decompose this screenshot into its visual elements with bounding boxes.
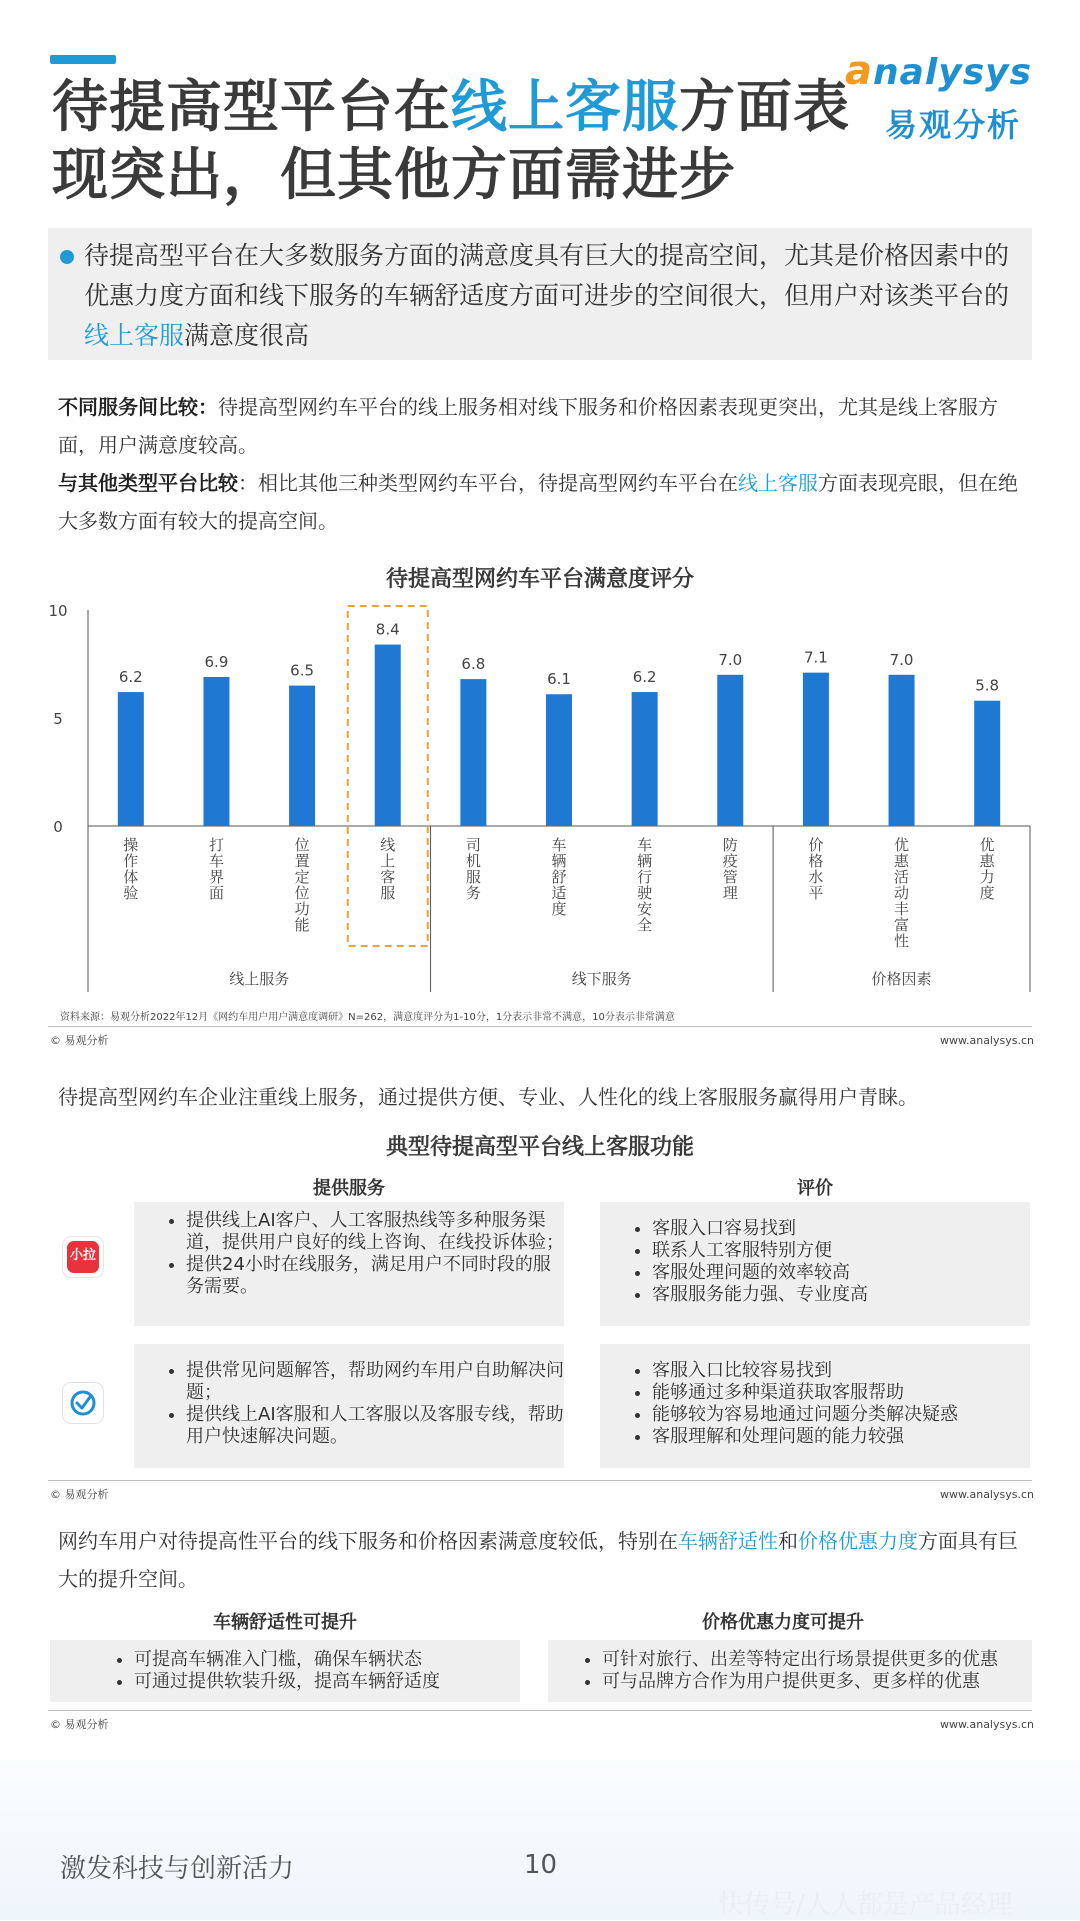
reviews-card-2	[600, 1344, 1030, 1468]
category-label-char: 驶	[637, 884, 653, 902]
category-label-char: 全	[637, 916, 653, 934]
bullet-dot-icon	[60, 250, 74, 264]
data-label: 6.9	[204, 652, 229, 671]
category-label-char: 度	[551, 900, 567, 918]
category-label-char: 格	[808, 852, 824, 870]
category-label-char: 力	[979, 868, 995, 886]
site-url: www.analysys.cn	[940, 1488, 1034, 1501]
price-improve-card	[548, 1640, 1032, 1702]
footer-slogan: 激发科技与创新活力	[60, 1854, 295, 1884]
analysys-logo: analysys 易观分析	[845, 48, 1033, 144]
category-label-char: 位	[294, 836, 310, 854]
category-label-char: 界	[208, 868, 224, 886]
data-label: 6.5	[290, 661, 315, 680]
list-item: • 客服理解和处理问题的能力较强	[652, 1426, 1030, 1448]
bar	[546, 694, 572, 826]
bar	[974, 701, 1000, 826]
copyright: © 易观分析	[50, 1718, 109, 1731]
footer-watermark: 快传号/人人都是产品经理	[718, 1890, 1013, 1920]
comfort-improve-title: 车辆舒适性可提升	[213, 1612, 357, 1633]
list-item: • 能够较为容易地通过问题分类解决疑惑	[652, 1404, 1030, 1426]
category-label-char: 辆	[551, 852, 567, 870]
title-accent-bar	[50, 55, 116, 64]
category-label-char: 验	[123, 884, 139, 902]
dida-app-icon	[62, 1382, 104, 1424]
reviews-card-1	[600, 1202, 1030, 1326]
chart-title: 待提高型网约车平台满意度评分	[385, 567, 694, 592]
xiaola-app-icon: 小拉	[62, 1236, 104, 1278]
services-card-1	[134, 1202, 564, 1326]
list-item: • 客服入口容易找到	[652, 1218, 1030, 1240]
page-title: 待提高型平台在线上客服方面表现突出，但其他方面需进步	[52, 75, 850, 208]
bar	[460, 679, 486, 826]
data-label: 8.4	[375, 620, 400, 639]
data-label: 6.1	[547, 670, 571, 689]
cs-section-title: 典型待提高型平台线上客服功能	[385, 1135, 694, 1160]
category-label-char: 理	[722, 884, 738, 902]
category-label-char: 疫	[722, 852, 738, 870]
group-label: 线上服务	[229, 970, 290, 988]
category-label-char: 能	[294, 916, 310, 934]
category-label-char: 客	[380, 868, 396, 886]
comfort-improve-card	[50, 1640, 520, 1702]
data-label: 7.0	[718, 650, 743, 669]
category-label-char: 服	[465, 868, 481, 886]
category-label-char: 适	[551, 884, 567, 902]
list-item: • 能够通过多种渠道获取客服帮助	[652, 1382, 1030, 1404]
bar	[289, 686, 315, 826]
summary-text: 待提高型平台在大多数服务方面的满意度具有巨大的提高空间，尤其是价格因素中的优惠力度方面和线下服务的车辆舒适度方面可进步的空间很大，但用户对该类平台的线上客服满意度很高	[84, 241, 1010, 350]
category-label-char: 打	[208, 836, 224, 854]
category-label-char: 机	[465, 852, 481, 870]
comparison-paragraph-services: 不同服务间比较：待提高型网约车平台的线上服务相对线下服务和价格因素表现更突出，尤其是线上客服方面，用户满意度较高。	[58, 395, 998, 457]
bar	[203, 677, 229, 826]
list-item: • 客服入口比较容易找到	[652, 1360, 1030, 1382]
category-label-char: 功	[294, 900, 310, 918]
divider	[48, 1480, 1032, 1481]
group-label: 价格因素	[871, 970, 932, 988]
data-label: 6.2	[118, 668, 143, 687]
category-label-char: 安	[637, 900, 653, 918]
category-label-char: 富	[894, 916, 910, 934]
data-label: 6.8	[461, 655, 486, 674]
list-item: • 客服处理问题的效率较高	[652, 1262, 1030, 1284]
category-label-char: 体	[123, 868, 139, 886]
category-label-char: 务	[465, 884, 481, 902]
col-head-services: 提供服务	[313, 1178, 385, 1199]
category-label-char: 动	[894, 884, 910, 902]
site-url: www.analysys.cn	[940, 1718, 1034, 1731]
category-label-char: 面	[208, 884, 224, 902]
col-head-reviews: 评价	[797, 1178, 833, 1199]
category-label-char: 性	[894, 932, 910, 950]
list-item: • 客服服务能力强、专业度高	[652, 1284, 1030, 1306]
source-note: 资料来源：易观分析2022年12月《网约车用户用户满意度调研》N=262，满意度评分为1-10分，1分表示非常不满意，10分表示非常满意	[60, 1012, 675, 1023]
y-tick-label: 5	[53, 710, 63, 728]
category-label-char: 优	[979, 836, 995, 854]
online-service-paragraph: 待提高型网约车企业注重线上服务，通过提供方便、专业、人性化的线上客服服务赢得用户青睐。	[58, 1085, 918, 1109]
category-label-char: 平	[808, 884, 824, 902]
list-item: • 可针对旅行、出差等特定出行场景提供更多的优惠	[602, 1649, 1032, 1671]
category-label-char: 司	[465, 836, 481, 854]
category-label-char: 车	[208, 852, 224, 870]
bar	[803, 673, 829, 826]
price-improve-title: 价格优惠力度可提升	[702, 1612, 864, 1633]
category-label-char: 丰	[894, 900, 910, 918]
data-label: 7.0	[889, 650, 914, 669]
divider	[48, 1026, 1032, 1027]
category-label-char: 惠	[894, 852, 910, 870]
list-item: • 提供线上AI客服和人工客服以及客服专线，帮助用户快速解决问题。	[186, 1404, 564, 1448]
bar	[889, 675, 915, 826]
list-item: • 可与品牌方合作为用户提供更多、更多样的优惠	[602, 1671, 1032, 1693]
list-item: • 提供常见问题解答，帮助网约车用户自助解决问题；	[186, 1360, 564, 1404]
category-label-char: 车	[551, 836, 567, 854]
category-label-char: 度	[979, 884, 995, 902]
category-label-char: 辆	[637, 852, 653, 870]
category-label-char: 惠	[979, 852, 995, 870]
copyright: © 易观分析	[50, 1488, 109, 1501]
y-tick-label: 10	[48, 602, 68, 620]
category-label-char: 操	[123, 836, 139, 854]
y-tick-label: 0	[53, 818, 63, 836]
category-label-char: 服	[380, 884, 396, 902]
data-label: 5.8	[975, 676, 1000, 695]
category-label-char: 上	[380, 852, 396, 870]
category-label-char: 车	[637, 836, 653, 854]
bar	[717, 675, 743, 826]
group-label: 线下服务	[571, 970, 632, 988]
bar	[118, 692, 144, 826]
category-label-char: 位	[294, 884, 310, 902]
category-label-char: 活	[894, 868, 910, 886]
bar	[375, 645, 401, 826]
comparison-paragraph-platforms: 与其他类型平台比较：相比其他三种类型网约车平台，待提高型网约车平台在线上客服方面表现亮眼，但在绝大多数方面有较大的提高空间。	[58, 471, 1018, 533]
category-label-char: 价	[808, 836, 824, 854]
category-label-char: 舒	[551, 868, 567, 886]
list-item: • 提供24小时在线服务，满足用户不同时段的服务需要。	[186, 1254, 564, 1298]
data-label: 6.2	[632, 668, 657, 687]
category-label-char: 管	[722, 868, 738, 886]
category-label-char: 置	[294, 852, 310, 870]
category-label-char: 线	[380, 836, 396, 854]
page-number: 10	[524, 1850, 558, 1880]
category-label-char: 定	[294, 868, 310, 886]
category-label-char: 优	[894, 836, 910, 854]
divider	[48, 1710, 1032, 1711]
list-item: • 提供线上AI客户、人工客服热线等多种服务渠道，提供用户良好的线上咨询、在线投诉体验；	[186, 1210, 564, 1254]
category-label-char: 防	[722, 836, 738, 854]
bar	[632, 692, 658, 826]
category-label-char: 行	[637, 868, 653, 886]
category-label-char: 作	[123, 852, 139, 870]
site-url: www.analysys.cn	[940, 1034, 1034, 1047]
copyright: © 易观分析	[50, 1034, 109, 1047]
category-label-char: 水	[808, 868, 824, 886]
list-item: • 可通过提供软装升级，提高车辆舒适度	[134, 1671, 520, 1693]
list-item: • 联系人工客服特别方便	[652, 1240, 1030, 1262]
list-item: • 可提高车辆准入门槛，确保车辆状态	[134, 1649, 520, 1671]
data-label: 7.1	[803, 648, 828, 667]
services-card-2	[134, 1344, 564, 1468]
improvement-paragraph: 网约车用户对待提高性平台的线下服务和价格因素满意度较低，特别在车辆舒适性和价格优惠力度方面具有巨大的提升空间。	[58, 1529, 1018, 1591]
satisfaction-bar-chart	[40, 596, 1040, 996]
